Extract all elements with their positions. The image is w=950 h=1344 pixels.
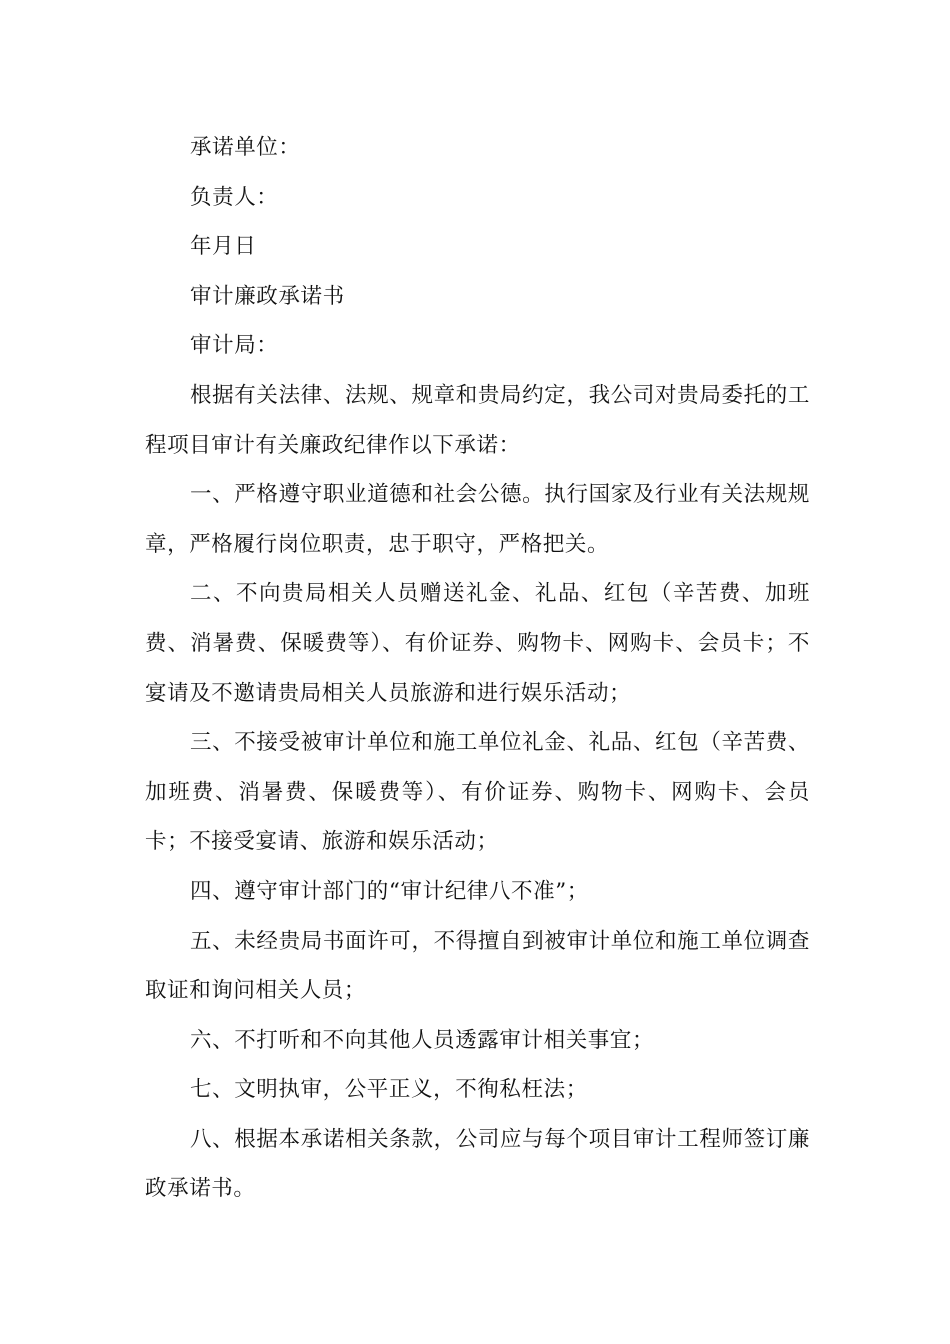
field-committing-unit: 承诺单位： — [190, 135, 301, 160]
field-date: 年月日 — [190, 234, 257, 260]
commitment-item-4: 四、遵守审计部门的“审计纪律八不准”； — [190, 878, 589, 904]
commitment-item-3: 三、不接受被审计单位和施工单位礼金、礼品、红包（辛苦费、加班费、消暑费、保暖费等）、有价证券、购物卡、网购卡、会员卡；不接受宴请、旅游和娱乐活动； — [145, 730, 810, 855]
commitment-item-8: 八、根据本承诺相关条款，公司应与每个项目审计工程师签订廉政承诺书。 — [145, 1126, 810, 1202]
field-responsible-person: 负责人： — [190, 184, 279, 210]
commitment-item-5: 五、未经贵局书面许可，不得擅自到被审计单位和施工单位调查取证和询问相关人员； — [145, 928, 810, 1004]
intro-paragraph: 根据有关法律、法规、规章和贵局约定，我公司对贵局委托的工程项目审计有关廉政纪律作以下承诺： — [145, 382, 810, 458]
addressee: 审计局： — [190, 333, 279, 359]
document-title: 审计廉政承诺书 — [190, 283, 345, 309]
commitment-item-6: 六、不打听和不向其他人员透露审计相关事宜； — [190, 1027, 655, 1053]
commitment-item-7: 七、文明执审，公平正义，不徇私枉法； — [190, 1077, 588, 1103]
commitment-item-2: 二、不向贵局相关人员赠送礼金、礼品、红包（辛苦费、加班费、消暑费、保暖费等）、有价证券、购物卡、网购卡、会员卡；不宴请及不邀请贵局相关人员旅游和进行娱乐活动； — [145, 581, 810, 706]
document-body — [145, 123, 810, 1214]
commitment-item-1: 一、严格遵守职业道德和社会公德。执行国家及行业有关法规规章，严格履行岗位职责，忠于职守，严格把关。 — [145, 482, 810, 557]
